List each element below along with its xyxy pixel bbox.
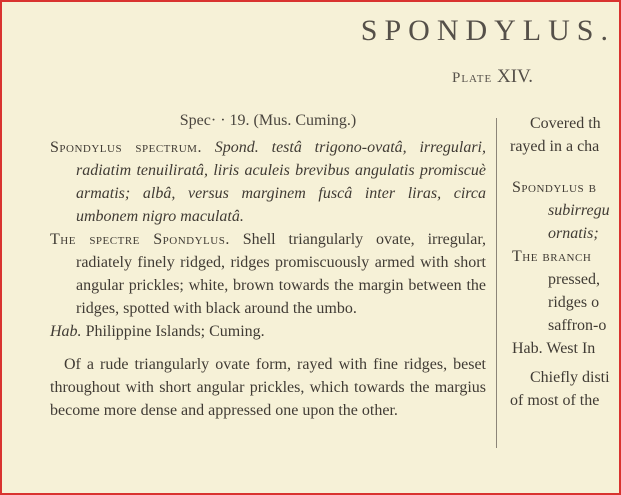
plate-word: Plate xyxy=(452,70,493,86)
right-line: Spondylus b xyxy=(512,179,597,196)
latin-description: Spond. testâ trigono-ovatâ, irregulari, radiatim tenuiliratâ, liris aculeis brevibus angulatis promiscuè armatis; albâ, versus marginem fuscâ inter liras, circa umbonem nigro maculatâ. xyxy=(76,139,486,225)
right-line: ridges o xyxy=(548,294,600,311)
right-line: pressed, xyxy=(548,271,600,288)
right-gap xyxy=(510,158,621,176)
right-line: Hab. West In xyxy=(512,340,596,357)
english-entry xyxy=(50,228,486,320)
right-line: saffron-o xyxy=(548,317,607,334)
right-line: rayed in a cha xyxy=(510,138,600,155)
right-line: Covered th xyxy=(530,115,601,132)
plate-number: XIV. xyxy=(496,66,534,87)
right-line: Chiefly disti xyxy=(530,369,610,386)
column-divider xyxy=(496,118,497,448)
habitat-line xyxy=(50,320,486,343)
right-line: ornatis; xyxy=(548,225,599,242)
latin-entry xyxy=(50,136,486,228)
right-line: subirregu xyxy=(548,202,610,219)
left-column xyxy=(50,112,486,422)
latin-species-name: Spondylus spectrum. xyxy=(50,139,202,156)
right-column xyxy=(510,112,621,412)
habitat-label: Hab. xyxy=(50,323,82,340)
habitat-text: Philippine Islands; Cuming. xyxy=(85,323,265,340)
common-name: The spectre Spondylus. xyxy=(50,231,230,248)
page-title: SPONDYLUS. xyxy=(360,14,615,47)
right-line: The branch xyxy=(512,248,592,265)
plate-label xyxy=(452,66,533,88)
body-paragraph: Of a rude triangularly ovate form, rayed with fine ridges, beset throughout with short angular prickles, which towards the margius become more dense and appressed one upon the other. xyxy=(50,356,486,419)
species-heading: Spec· · 19. (Mus. Cuming.) xyxy=(179,112,357,129)
english-description: Shell triangularly ovate, irregular, radiately finely ridged, ridges promiscuously armed with short angular prickles; white, brown towards the margin between the ridges, spotted with black around the umbo. xyxy=(76,231,486,317)
right-line: of most of the xyxy=(510,392,600,409)
